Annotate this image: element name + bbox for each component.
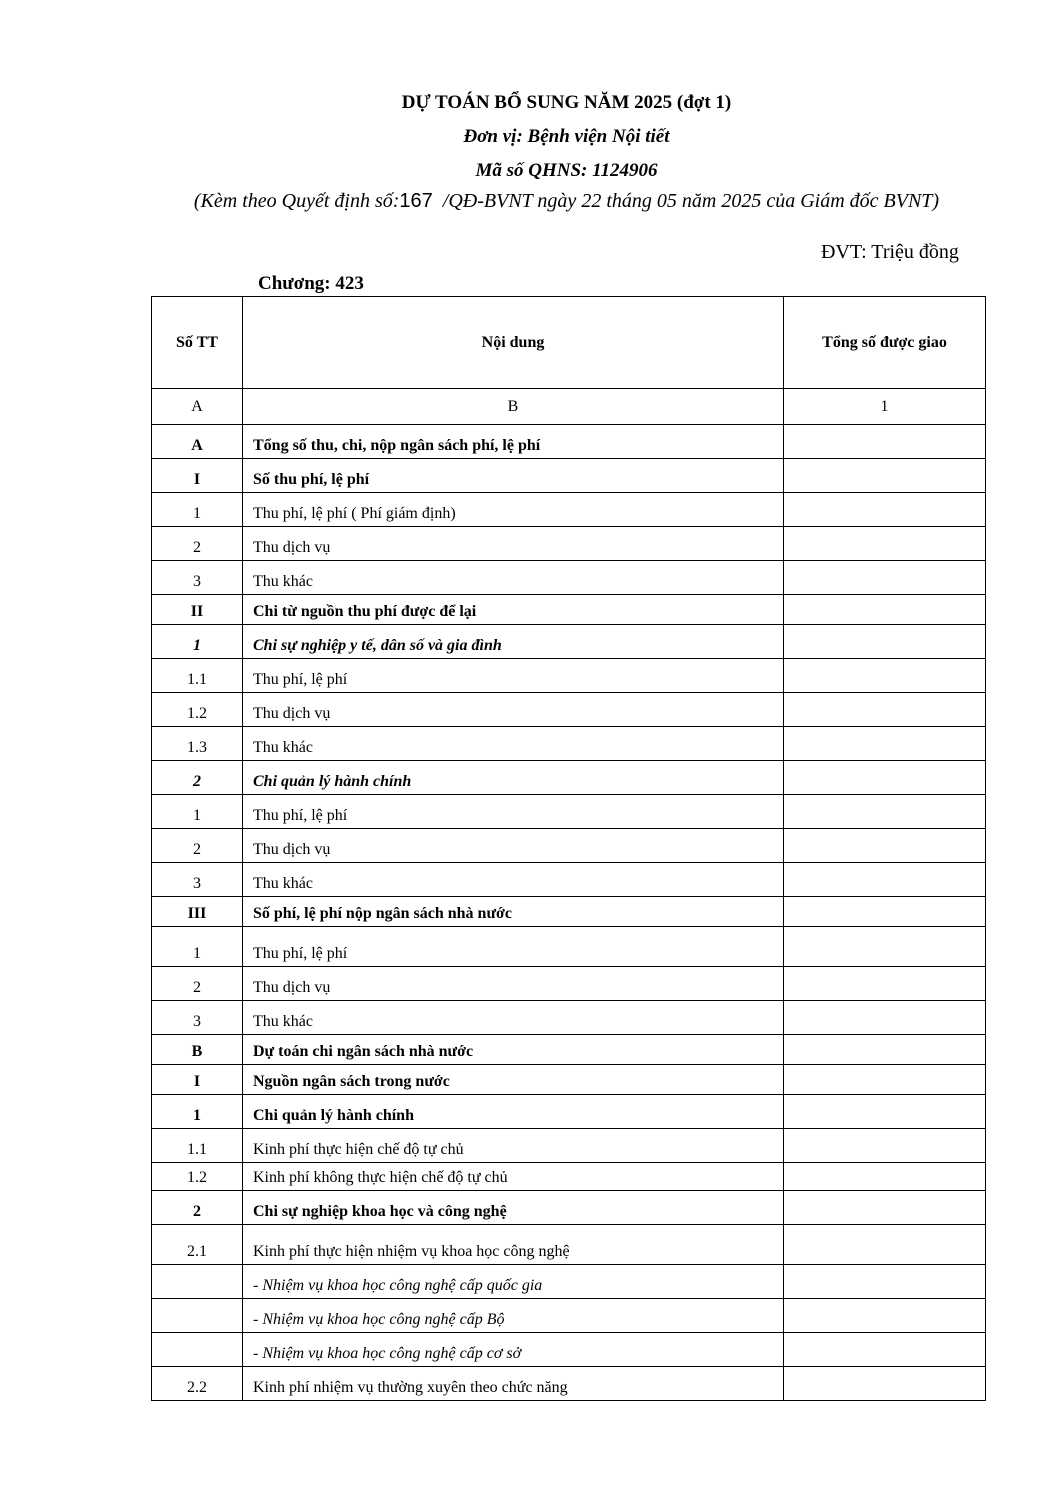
table-row — [152, 1095, 986, 1129]
row-content: Tổng số thu, chi, nộp ngân sách phí, lệ phí — [243, 425, 784, 459]
table-row — [152, 425, 986, 459]
table-row — [152, 1225, 986, 1265]
row-content: Thu dịch vụ — [243, 693, 784, 727]
row-stt: I — [152, 1065, 243, 1095]
row-stt: 1.1 — [152, 1129, 243, 1163]
table-row — [152, 897, 986, 927]
table-header-row — [152, 297, 986, 389]
document-title: DỰ TOÁN BỔ SUNG NĂM 2025 (đợt 1) — [401, 92, 732, 113]
row-stt: 2 — [152, 527, 243, 561]
header-content: Nội dung — [243, 297, 784, 389]
row-total — [784, 727, 986, 761]
table-row — [152, 1001, 986, 1035]
row-content: Thu dịch vụ — [243, 967, 784, 1001]
row-stt: A — [152, 425, 243, 459]
row-stt: 2.2 — [152, 1367, 243, 1401]
row-stt: 1 — [152, 795, 243, 829]
decision-reference — [36, 190, 1061, 213]
row-stt: 1 — [152, 1095, 243, 1129]
table-row — [152, 625, 986, 659]
row-stt: 1 — [152, 493, 243, 527]
row-total — [784, 897, 986, 927]
row-content: Kinh phí không thực hiện chế độ tự chủ — [243, 1163, 784, 1191]
table-row — [152, 1191, 986, 1225]
code-1: 1 — [784, 389, 986, 425]
row-stt: 3 — [152, 561, 243, 595]
row-content: Nguồn ngân sách trong nước — [243, 1065, 784, 1095]
row-content: Thu dịch vụ — [243, 527, 784, 561]
row-stt: 1.2 — [152, 693, 243, 727]
row-stt — [152, 1265, 243, 1299]
row-total — [784, 625, 986, 659]
row-total — [784, 425, 986, 459]
row-total — [784, 561, 986, 595]
header-stt: Số TT — [152, 297, 243, 389]
table-row — [152, 829, 986, 863]
row-total — [784, 1333, 986, 1367]
row-stt: 2.1 — [152, 1225, 243, 1265]
table-row — [152, 1163, 986, 1191]
table-row — [152, 1367, 986, 1401]
decision-number: 167 — [399, 190, 433, 212]
budget-code: Mã số QHNS: 1124906 — [475, 160, 658, 181]
row-content: - Nhiệm vụ khoa học công nghệ cấp Bộ — [243, 1299, 784, 1333]
row-total — [784, 1191, 986, 1225]
row-total — [784, 527, 986, 561]
table-row — [152, 595, 986, 625]
row-stt: III — [152, 897, 243, 927]
row-total — [784, 693, 986, 727]
table-row — [152, 863, 986, 897]
code-b: B — [243, 389, 784, 425]
table-row — [152, 659, 986, 693]
row-content: Số phí, lệ phí nộp ngân sách nhà nước — [243, 897, 784, 927]
decision-prefix: (Kèm theo Quyết định số: — [193, 190, 400, 212]
table-row — [152, 561, 986, 595]
decision-suffix: /QĐ-BVNT ngày 22 tháng 05 năm 2025 của Giám đốc BVNT) — [442, 190, 940, 212]
row-total — [784, 1001, 986, 1035]
row-content: Dự toán chi ngân sách nhà nước — [243, 1035, 784, 1065]
row-total — [784, 1225, 986, 1265]
row-content: Thu dịch vụ — [243, 829, 784, 863]
row-content: Chi sự nghiệp y tế, dân số và gia đình — [243, 625, 784, 659]
code-row — [152, 389, 986, 425]
row-stt: 1 — [152, 927, 243, 967]
row-total — [784, 1367, 986, 1401]
row-content: Chi sự nghiệp khoa học và công nghệ — [243, 1191, 784, 1225]
header-total: Tổng số được giao — [784, 297, 986, 389]
row-total — [784, 829, 986, 863]
row-total — [784, 927, 986, 967]
row-stt: 1 — [152, 625, 243, 659]
row-content: Thu khác — [243, 561, 784, 595]
row-total — [784, 795, 986, 829]
row-content: Chi quản lý hành chính — [243, 1095, 784, 1129]
table-row — [152, 1129, 986, 1163]
row-stt: B — [152, 1035, 243, 1065]
table-row — [152, 493, 986, 527]
code-a: A — [152, 389, 243, 425]
table-row — [152, 1299, 986, 1333]
row-stt: 1.3 — [152, 727, 243, 761]
row-content: Chi từ nguồn thu phí được để lại — [243, 595, 784, 625]
row-stt: 2 — [152, 1191, 243, 1225]
row-content: Chi quản lý hành chính — [243, 761, 784, 795]
row-stt — [152, 1333, 243, 1367]
table-row — [152, 761, 986, 795]
row-stt: I — [152, 459, 243, 493]
row-content: Kinh phí thực hiện nhiệm vụ khoa học công nghệ — [243, 1225, 784, 1265]
row-stt — [152, 1299, 243, 1333]
table-row — [152, 1065, 986, 1095]
table-row — [152, 693, 986, 727]
row-total — [784, 967, 986, 1001]
table-row — [152, 967, 986, 1001]
row-total — [784, 1095, 986, 1129]
row-content: Kinh phí thực hiện chế độ tự chủ — [243, 1129, 784, 1163]
row-content: Thu phí, lệ phí ( Phí giám định) — [243, 493, 784, 527]
row-total — [784, 493, 986, 527]
row-content: Thu khác — [243, 727, 784, 761]
row-total — [784, 1035, 986, 1065]
row-stt: II — [152, 595, 243, 625]
unit-name: Đơn vị: Bệnh viện Nội tiết — [463, 126, 670, 147]
budget-table — [151, 296, 986, 1401]
row-stt: 2 — [152, 829, 243, 863]
row-content: Thu phí, lệ phí — [243, 795, 784, 829]
table-row — [152, 795, 986, 829]
row-content: Số thu phí, lệ phí — [243, 459, 784, 493]
row-total — [784, 1265, 986, 1299]
row-stt: 1.1 — [152, 659, 243, 693]
row-content: Thu phí, lệ phí — [243, 927, 784, 967]
row-content: Kinh phí nhiệm vụ thường xuyên theo chức năng — [243, 1367, 784, 1401]
row-content: - Nhiệm vụ khoa học công nghệ cấp cơ sở — [243, 1333, 784, 1367]
row-total — [784, 761, 986, 795]
row-total — [784, 595, 986, 625]
row-content: Thu khác — [243, 863, 784, 897]
row-total — [784, 1129, 986, 1163]
row-content: Thu khác — [243, 1001, 784, 1035]
table-row — [152, 927, 986, 967]
row-total — [784, 1299, 986, 1333]
table-row — [152, 1035, 986, 1065]
row-stt: 1.2 — [152, 1163, 243, 1191]
row-stt: 2 — [152, 967, 243, 1001]
row-total — [784, 863, 986, 897]
row-total — [784, 1163, 986, 1191]
table-row — [152, 1333, 986, 1367]
row-total — [784, 459, 986, 493]
row-stt: 3 — [152, 1001, 243, 1035]
currency-unit: ĐVT: Triệu đồng — [821, 241, 959, 263]
table-row — [152, 459, 986, 493]
row-total — [784, 1065, 986, 1095]
row-stt: 2 — [152, 761, 243, 795]
table-row — [152, 527, 986, 561]
row-total — [784, 659, 986, 693]
table-row — [152, 1265, 986, 1299]
chapter-label: Chương: 423 — [258, 273, 364, 294]
row-stt: 3 — [152, 863, 243, 897]
row-content: Thu phí, lệ phí — [243, 659, 784, 693]
row-content: - Nhiệm vụ khoa học công nghệ cấp quốc gia — [243, 1265, 784, 1299]
table-row — [152, 727, 986, 761]
